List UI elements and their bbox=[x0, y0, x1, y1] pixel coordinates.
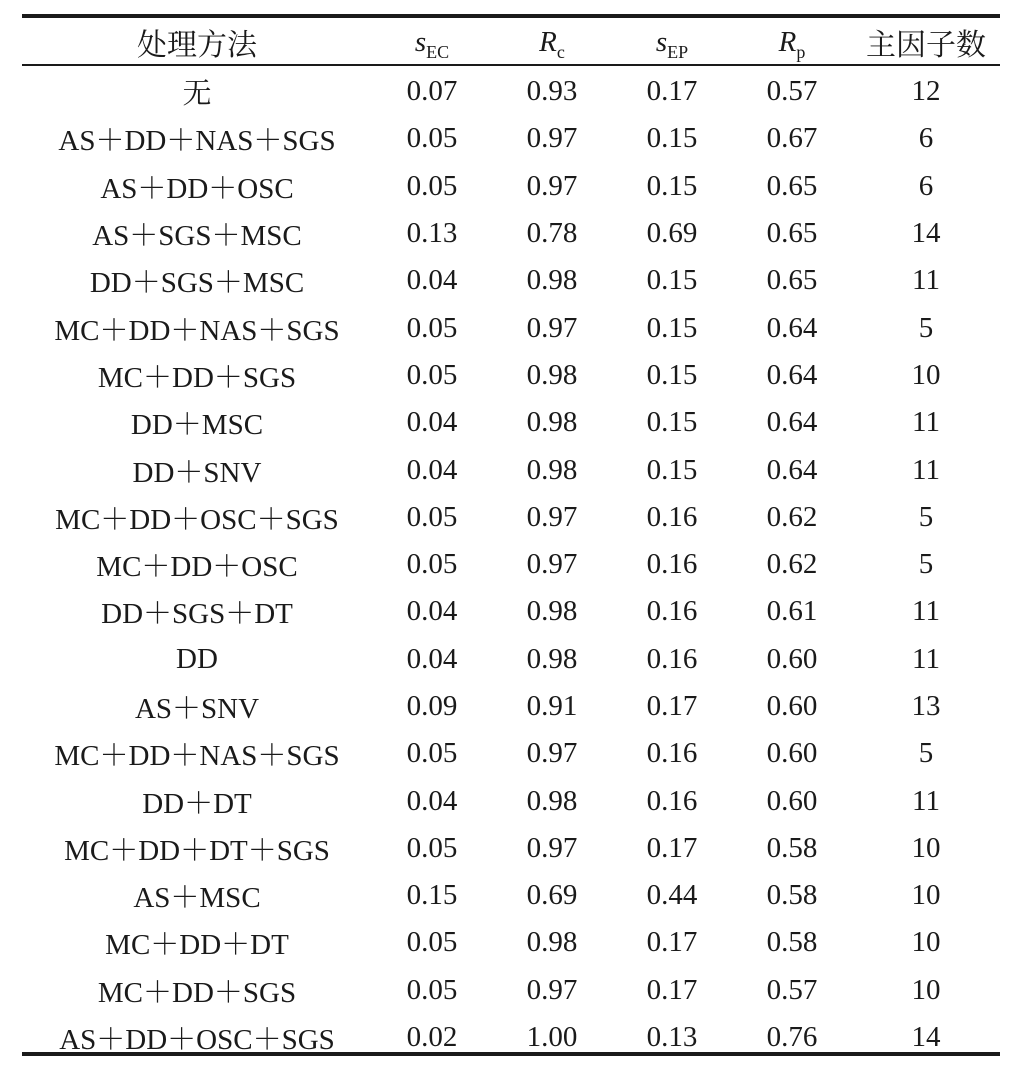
cell-rc: 0.98 bbox=[526, 595, 578, 628]
table-row bbox=[22, 588, 1000, 635]
cell-sep: 0.16 bbox=[646, 784, 698, 817]
cell-rp: 0.64 bbox=[766, 311, 818, 344]
cell-sep: 0.69 bbox=[646, 217, 698, 250]
table-row bbox=[22, 541, 1000, 588]
cell-sep: 0.16 bbox=[646, 500, 698, 533]
table-row bbox=[22, 777, 1000, 824]
cell-rc: 0.98 bbox=[526, 264, 578, 297]
cell-sep: 0.15 bbox=[646, 358, 698, 391]
cell-sep: 0.15 bbox=[646, 264, 698, 297]
cell-sec: 0.09 bbox=[406, 690, 458, 722]
cell-factors: 11 bbox=[912, 784, 940, 817]
cell-rp: 0.57 bbox=[766, 75, 818, 108]
cell-sep: 0.17 bbox=[646, 973, 698, 1006]
cell-rp: 0.60 bbox=[766, 642, 818, 675]
table-row bbox=[22, 399, 1000, 446]
cell-method: DD＋DT bbox=[142, 787, 252, 820]
cell-factors: 6 bbox=[918, 122, 934, 155]
cell-method: MC＋DD＋NAS＋SGS bbox=[54, 740, 340, 773]
cell-sec: 0.15 bbox=[406, 879, 458, 912]
table-row bbox=[22, 967, 1000, 1014]
cell-sec: 0.05 bbox=[406, 973, 458, 1006]
cell-rc: 0.98 bbox=[526, 358, 578, 391]
cell-rp: 0.67 bbox=[766, 122, 818, 155]
cell-method: DD＋SGS＋DT bbox=[101, 598, 293, 631]
cell-rp: 0.58 bbox=[766, 831, 818, 864]
cell-rc: 0.98 bbox=[526, 453, 578, 486]
table-row bbox=[22, 446, 1000, 493]
header-method: 处理方法 bbox=[137, 29, 257, 62]
cell-rc: 0.97 bbox=[526, 548, 578, 581]
header-sec-main: s bbox=[414, 25, 427, 58]
cell-rc: 0.97 bbox=[526, 169, 578, 202]
cell-rc: 0.97 bbox=[526, 737, 578, 770]
table-row bbox=[22, 304, 1000, 351]
cell-factors: 10 bbox=[911, 973, 941, 1006]
header-factors: 主因子数 bbox=[866, 29, 986, 62]
cell-rp: 0.65 bbox=[766, 264, 818, 297]
cell-sep: 0.17 bbox=[646, 831, 698, 864]
cell-rp: 0.64 bbox=[766, 358, 818, 391]
cell-sec: 0.04 bbox=[406, 595, 458, 628]
header-sep-sub: EP bbox=[667, 41, 689, 62]
cell-factors: 5 bbox=[918, 500, 934, 533]
header-sep-main: s bbox=[655, 25, 668, 58]
table-row bbox=[22, 210, 1000, 257]
cell-method: AS＋DD＋NAS＋SGS bbox=[58, 125, 336, 158]
header-rc-main: R bbox=[539, 25, 557, 58]
cell-sep: 0.15 bbox=[646, 169, 698, 202]
cell-sec: 0.05 bbox=[406, 358, 458, 391]
cell-rp: 0.58 bbox=[766, 926, 818, 959]
table-body bbox=[22, 66, 1000, 1061]
cell-rp: 0.61 bbox=[766, 595, 818, 628]
table-row bbox=[22, 683, 1000, 730]
cell-rc: 0.97 bbox=[526, 500, 578, 533]
cell-method: AS＋DD＋OSC＋SGS bbox=[59, 1024, 335, 1057]
cell-factors: 10 bbox=[911, 926, 941, 959]
cell-method: DD＋SNV bbox=[132, 456, 262, 489]
cell-sec: 0.04 bbox=[406, 453, 458, 486]
cell-sec: 0.02 bbox=[406, 1021, 458, 1054]
header-rp-main: R bbox=[778, 25, 797, 58]
cell-rc: 0.98 bbox=[526, 642, 578, 675]
cell-factors: 14 bbox=[911, 1021, 941, 1054]
cell-sep: 0.16 bbox=[646, 548, 698, 581]
cell-rp: 0.65 bbox=[766, 169, 818, 202]
cell-method: DD＋MSC bbox=[130, 409, 264, 442]
cell-factors: 11 bbox=[912, 406, 940, 439]
cell-rc: 0.97 bbox=[526, 973, 578, 1006]
cell-method: MC＋DD＋NAS＋SGS bbox=[54, 314, 340, 347]
header-rp-sub: p bbox=[796, 41, 806, 62]
table-row bbox=[22, 730, 1000, 777]
cell-factors: 11 bbox=[912, 453, 940, 486]
results-table bbox=[22, 18, 1000, 1061]
cell-sec: 0.07 bbox=[406, 75, 458, 108]
cell-method: DD＋SGS＋MSC bbox=[89, 267, 305, 300]
header-sep bbox=[612, 18, 732, 66]
cell-factors: 5 bbox=[918, 311, 934, 344]
cell-rc: 0.69 bbox=[526, 879, 578, 912]
table-row bbox=[22, 257, 1000, 304]
cell-sec: 0.05 bbox=[406, 737, 458, 770]
cell-sec: 0.05 bbox=[406, 122, 458, 155]
cell-rp: 0.60 bbox=[766, 784, 818, 817]
cell-factors: 10 bbox=[911, 879, 941, 912]
cell-sep: 0.15 bbox=[646, 311, 698, 344]
cell-factors: 11 bbox=[912, 264, 940, 297]
cell-sep: 0.44 bbox=[646, 879, 698, 912]
table-row bbox=[22, 68, 1000, 115]
header-sec-sub: EC bbox=[426, 41, 450, 62]
cell-sec: 0.05 bbox=[406, 500, 458, 533]
cell-factors: 11 bbox=[912, 595, 940, 628]
table-row bbox=[22, 163, 1000, 210]
cell-factors: 10 bbox=[911, 831, 941, 864]
cell-sep: 0.15 bbox=[646, 406, 698, 439]
cell-sep: 0.13 bbox=[646, 1021, 698, 1054]
cell-rc: 0.98 bbox=[526, 406, 578, 439]
cell-sec: 0.13 bbox=[406, 217, 458, 250]
table-row bbox=[22, 494, 1000, 541]
cell-rp: 0.62 bbox=[766, 500, 818, 533]
cell-rc: 0.98 bbox=[526, 784, 578, 817]
cell-method: MC＋DD＋SGS bbox=[97, 361, 297, 394]
cell-sep: 0.16 bbox=[646, 737, 698, 770]
cell-sep: 0.17 bbox=[646, 926, 698, 959]
cell-sec: 0.04 bbox=[406, 264, 458, 297]
cell-factors: 5 bbox=[918, 548, 934, 581]
cell-rc: 0.97 bbox=[526, 831, 578, 864]
header-rc bbox=[492, 18, 612, 66]
cell-sec: 0.05 bbox=[406, 548, 458, 581]
cell-rp: 0.65 bbox=[766, 217, 818, 250]
cell-method: DD bbox=[176, 642, 218, 675]
table-row bbox=[22, 1014, 1000, 1061]
cell-factors: 14 bbox=[911, 217, 941, 250]
cell-sec: 0.04 bbox=[406, 642, 458, 675]
cell-method: AS＋MSC bbox=[133, 882, 261, 915]
cell-sec: 0.05 bbox=[406, 311, 458, 344]
cell-rp: 0.76 bbox=[766, 1021, 818, 1054]
cell-rp: 0.62 bbox=[766, 548, 818, 581]
cell-sep: 0.16 bbox=[646, 595, 698, 628]
header-row bbox=[22, 18, 1000, 66]
cell-sep: 0.17 bbox=[646, 75, 698, 108]
cell-method: MC＋DD＋OSC＋SGS bbox=[55, 503, 339, 536]
cell-rp: 0.60 bbox=[766, 737, 818, 770]
table-row bbox=[22, 115, 1000, 162]
cell-rp: 0.58 bbox=[766, 879, 818, 912]
cell-method: AS＋SGS＋MSC bbox=[92, 220, 302, 253]
cell-rc: 0.98 bbox=[526, 926, 578, 959]
cell-factors: 12 bbox=[911, 75, 941, 108]
header-rp bbox=[732, 18, 852, 66]
cell-method: MC＋DD＋DT bbox=[105, 929, 289, 962]
cell-sep: 0.15 bbox=[646, 122, 698, 155]
cell-rc: 0.91 bbox=[526, 690, 578, 722]
cell-method: AS＋SNV bbox=[134, 693, 260, 725]
cell-rc: 0.78 bbox=[526, 217, 578, 250]
cell-rc: 0.97 bbox=[526, 122, 578, 155]
cell-rc: 0.93 bbox=[526, 75, 578, 108]
cell-sec: 0.05 bbox=[406, 169, 458, 202]
cell-method: MC＋DD＋OSC bbox=[96, 551, 298, 584]
cell-sec: 0.04 bbox=[406, 406, 458, 439]
cell-method: MC＋DD＋DT＋SGS bbox=[64, 834, 330, 867]
cell-factors: 10 bbox=[911, 358, 941, 391]
cell-factors: 6 bbox=[918, 169, 934, 202]
header-sec bbox=[372, 18, 492, 66]
cell-method: AS＋DD＋OSC bbox=[100, 172, 294, 205]
header-rc-sub: c bbox=[556, 41, 565, 62]
cell-sep: 0.15 bbox=[646, 453, 698, 486]
cell-rp: 0.57 bbox=[766, 973, 818, 1006]
table-row bbox=[22, 825, 1000, 872]
table-row bbox=[22, 872, 1000, 919]
cell-rc: 0.97 bbox=[526, 311, 578, 344]
cell-rp: 0.64 bbox=[766, 406, 818, 439]
cell-sec: 0.05 bbox=[406, 926, 458, 959]
table-row bbox=[22, 636, 1000, 683]
cell-sec: 0.05 bbox=[406, 831, 458, 864]
cell-sep: 0.16 bbox=[646, 642, 698, 675]
cell-sec: 0.04 bbox=[406, 784, 458, 817]
cell-factors: 13 bbox=[911, 690, 941, 722]
table-row bbox=[22, 919, 1000, 966]
cell-method: 无 bbox=[182, 78, 212, 111]
cell-method: MC＋DD＋SGS bbox=[97, 976, 297, 1009]
cell-factors: 5 bbox=[918, 737, 934, 770]
cell-factors: 11 bbox=[912, 642, 940, 675]
cell-rp: 0.60 bbox=[766, 690, 818, 722]
cell-sep: 0.17 bbox=[646, 690, 698, 722]
cell-rp: 0.64 bbox=[766, 453, 818, 486]
table-row bbox=[22, 352, 1000, 399]
cell-rc: 1.00 bbox=[526, 1021, 578, 1054]
